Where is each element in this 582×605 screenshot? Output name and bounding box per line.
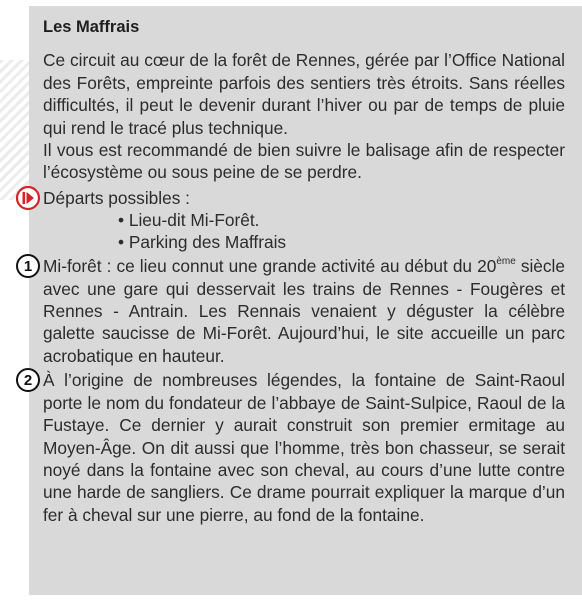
step-2-text: À l’origine de nombreuses légendes, la fontaine de Saint-Raoul porte le nom du fondateur de l’abbaye de Saint-Sulpice, Raoul de la Fustaye. Ce dernier y aurait construit son premier ermitage au Moyen-Âge. On dit aussi que l’homme, très bon chasseur, se serait noyé dans la fontaine avec son cheval, au cours d’une lutte contre une harde de sangliers. Ce drame pourrait expliquer la marque d’un fer à cheval sur une pierre, au fond de la fontaine.	[43, 370, 565, 525]
departs-item: • Parking des Maffrais	[118, 231, 565, 253]
page-title: Les Maffrais	[43, 18, 140, 36]
panel-content	[23, 16, 565, 526]
step-1-number: 1	[23, 258, 33, 276]
intro-paragraph-1: Ce circuit au cœur de la forêt de Rennes, gérée par l’Office National des Forêts, empreinte parfois des sentiers très étroits. Sans réelles difficultés, il peut le devenir durant l’hiver ou par de temps de pluie qui rend le tracé plus technique.	[43, 50, 565, 138]
step-2-number-icon	[15, 367, 41, 393]
step-1-text-before: Mi-forêt : ce lieu connut une grande activité au début du 20	[43, 256, 497, 277]
departs-section	[43, 187, 565, 253]
step-1-number-icon	[15, 253, 41, 279]
step-1-text	[43, 255, 565, 367]
step-1	[23, 255, 565, 367]
step-1-superscript: ème	[496, 256, 516, 268]
departs-list	[43, 209, 565, 253]
departs-label: Départs possibles :	[43, 187, 190, 208]
departs-item: • Lieu-dit Mi-Forêt.	[118, 209, 565, 231]
step-2	[23, 369, 565, 526]
step-1-text-after: siècle avec une gare qui desservait les trains de Rennes - Fougères et Rennes - Antrain. Les Rennais venaient y déguster la célèbre galette saucisse de Mi-Forêt. Aujourd’hui, le site accueille un parc acrobatique en hauteur.	[43, 256, 565, 366]
intro-paragraph-2: Il vous est recommandé de bien suivre le balisage afin de respecter l’écosystème ou sous peine de se perdre.	[43, 140, 565, 183]
start-play-icon	[15, 185, 41, 211]
step-2-number: 2	[23, 372, 33, 390]
